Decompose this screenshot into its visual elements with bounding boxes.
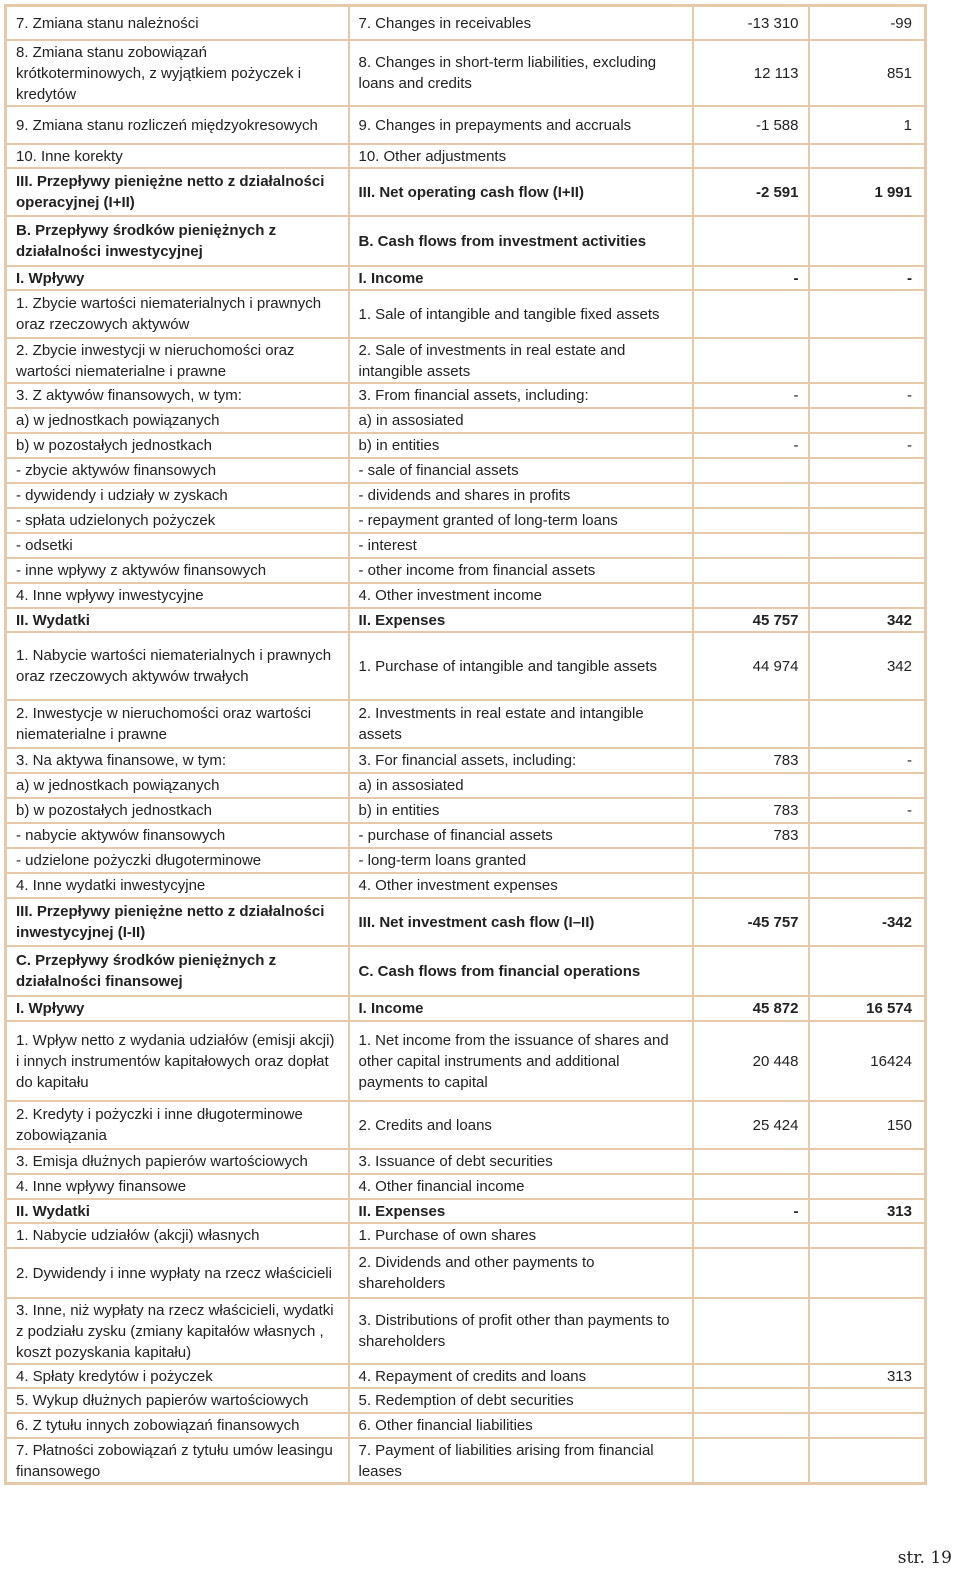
previous-period-value-cell: 16 574 [809,996,926,1021]
previous-period-value-cell [809,700,926,748]
english-label-cell: III. Net operating cash flow (I+II) [349,168,693,216]
current-period-value-cell [693,558,809,583]
polish-label-cell: I. Wpływy [6,266,349,290]
english-label-cell: b) in entities [349,433,693,458]
table-row [6,773,926,798]
current-period-value-cell: 45 757 [693,608,809,632]
previous-period-value-cell [809,216,926,266]
previous-period-value-cell: 150 [809,1101,926,1149]
table-row [6,1021,926,1101]
table-row [6,1174,926,1199]
english-label-cell: 2. Dividends and other payments to shareholders [349,1248,693,1298]
table-row [6,383,926,408]
current-period-value-cell: 783 [693,748,809,773]
polish-label-cell: - inne wpływy z aktywów finansowych [6,558,349,583]
english-label-cell: 2. Investments in real estate and intangible assets [349,700,693,748]
previous-period-value-cell: 851 [809,40,926,106]
current-period-value-cell [693,1388,809,1413]
english-label-cell: 7. Payment of liabilities arising from financial leases [349,1438,693,1484]
table-row [6,748,926,773]
previous-period-value-cell [809,946,926,996]
previous-period-value-cell [809,533,926,558]
table-row [6,1438,926,1484]
polish-label-cell: 5. Wykup dłużnych papierów wartościowych [6,1388,349,1413]
english-label-cell: 1. Net income from the issuance of shares and other capital instruments and additional payments to capital [349,1021,693,1101]
english-label-cell: I. Income [349,996,693,1021]
table-row [6,1149,926,1174]
table-row [6,1248,926,1298]
polish-label-cell: 7. Płatności zobowiązań z tytułu umów leasingu finansowego [6,1438,349,1484]
current-period-value-cell [693,1174,809,1199]
english-label-cell: 2. Credits and loans [349,1101,693,1149]
english-label-cell: 4. Repayment of credits and loans [349,1364,693,1388]
table-row [6,632,926,700]
current-period-value-cell: - [693,383,809,408]
english-label-cell: - other income from financial assets [349,558,693,583]
previous-period-value-cell [809,290,926,338]
previous-period-value-cell [809,1438,926,1484]
previous-period-value-cell [809,583,926,608]
table-row [6,558,926,583]
english-label-cell: a) in assosiated [349,408,693,433]
table-row [6,290,926,338]
table-row [6,1388,926,1413]
english-label-cell: - sale of financial assets [349,458,693,483]
polish-label-cell: 2. Dywidendy i inne wypłaty na rzecz właścicieli [6,1248,349,1298]
previous-period-value-cell [809,458,926,483]
english-label-cell: a) in assosiated [349,773,693,798]
table-row [6,1413,926,1438]
current-period-value-cell: -2 591 [693,168,809,216]
polish-label-cell: - nabycie aktywów finansowych [6,823,349,848]
polish-label-cell: 8. Zmiana stanu zobowiązań krótkoterminowych, z wyjątkiem pożyczek i kredytów [6,40,349,106]
current-period-value-cell [693,1438,809,1484]
current-period-value-cell: 44 974 [693,632,809,700]
current-period-value-cell [693,1149,809,1174]
current-period-value-cell [693,533,809,558]
english-label-cell: 1. Purchase of intangible and tangible assets [349,632,693,700]
polish-label-cell: 2. Kredyty i pożyczki i inne długoterminowe zobowiązania [6,1101,349,1149]
polish-label-cell: b) w pozostałych jednostkach [6,798,349,823]
table-row [6,533,926,558]
polish-label-cell: 7. Zmiana stanu należności [6,6,349,40]
polish-label-cell: - dywidendy i udziały w zyskach [6,483,349,508]
previous-period-value-cell [809,483,926,508]
current-period-value-cell: 20 448 [693,1021,809,1101]
previous-period-value-cell [809,558,926,583]
current-period-value-cell: 783 [693,798,809,823]
previous-period-value-cell [809,144,926,168]
previous-period-value-cell: 342 [809,632,926,700]
polish-label-cell: II. Wydatki [6,1199,349,1223]
current-period-value-cell [693,1298,809,1364]
previous-period-value-cell [809,1248,926,1298]
cash-flow-table [4,4,927,1485]
polish-label-cell: 3. Emisja dłużnych papierów wartościowych [6,1149,349,1174]
english-label-cell: 7. Changes in receivables [349,6,693,40]
previous-period-value-cell [809,773,926,798]
current-period-value-cell: 45 872 [693,996,809,1021]
polish-label-cell: 3. Na aktywa finansowe, w tym: [6,748,349,773]
polish-label-cell: a) w jednostkach powiązanych [6,408,349,433]
current-period-value-cell: - [693,433,809,458]
polish-label-cell: B. Przepływy środków pieniężnych z działalności inwestycyjnej [6,216,349,266]
current-period-value-cell [693,1364,809,1388]
table-row [6,1298,926,1364]
table-row [6,6,926,40]
previous-period-value-cell: 1 991 [809,168,926,216]
english-label-cell: III. Net investment cash flow (I–II) [349,898,693,946]
english-label-cell: I. Income [349,266,693,290]
polish-label-cell: 9. Zmiana stanu rozliczeń międzyokresowych [6,106,349,144]
english-label-cell: 4. Other investment expenses [349,873,693,898]
table-row [6,106,926,144]
english-label-cell: - purchase of financial assets [349,823,693,848]
current-period-value-cell: 25 424 [693,1101,809,1149]
table-row [6,216,926,266]
previous-period-value-cell [809,408,926,433]
table-row [6,608,926,632]
polish-label-cell: 1. Nabycie wartości niematerialnych i prawnych oraz rzeczowych aktywów trwałych [6,632,349,700]
previous-period-value-cell: 16424 [809,1021,926,1101]
english-label-cell: - interest [349,533,693,558]
table-row [6,1199,926,1223]
polish-label-cell: III. Przepływy pieniężne netto z działalności operacyjnej (I+II) [6,168,349,216]
previous-period-value-cell [809,508,926,533]
polish-label-cell: 4. Inne wydatki inwestycyjne [6,873,349,898]
polish-label-cell: b) w pozostałych jednostkach [6,433,349,458]
table-row [6,266,926,290]
table-row [6,1364,926,1388]
previous-period-value-cell [809,823,926,848]
english-label-cell: 3. From financial assets, including: [349,383,693,408]
table-row [6,40,926,106]
current-period-value-cell: 12 113 [693,40,809,106]
previous-period-value-cell: - [809,433,926,458]
previous-period-value-cell: - [809,383,926,408]
polish-label-cell: - odsetki [6,533,349,558]
previous-period-value-cell: - [809,798,926,823]
english-label-cell: 1. Purchase of own shares [349,1223,693,1248]
table-row [6,996,926,1021]
table-row [6,583,926,608]
polish-label-cell: II. Wydatki [6,608,349,632]
table-row [6,433,926,458]
current-period-value-cell [693,144,809,168]
polish-label-cell: 4. Inne wpływy inwestycyjne [6,583,349,608]
current-period-value-cell [693,583,809,608]
previous-period-value-cell: - [809,266,926,290]
table-row [6,848,926,873]
polish-label-cell: 10. Inne korekty [6,144,349,168]
page-number: str. 19 [897,1548,952,1568]
table-row [6,508,926,533]
polish-label-cell: - spłata udzielonych pożyczek [6,508,349,533]
current-period-value-cell [693,216,809,266]
current-period-value-cell [693,700,809,748]
table-row [6,483,926,508]
polish-label-cell: 1. Wpływ netto z wydania udziałów (emisji akcji) i innych instrumentów kapitałowych oraz dopłat do kapitału [6,1021,349,1101]
previous-period-value-cell: 313 [809,1199,926,1223]
english-label-cell: b) in entities [349,798,693,823]
current-period-value-cell [693,508,809,533]
english-label-cell: 1. Sale of intangible and tangible fixed assets [349,290,693,338]
english-label-cell: 2. Sale of investments in real estate and intangible assets [349,338,693,383]
table-row [6,458,926,483]
english-label-cell: 6. Other financial liabilities [349,1413,693,1438]
polish-label-cell: - zbycie aktywów finansowych [6,458,349,483]
english-label-cell: - long-term loans granted [349,848,693,873]
table-row [6,873,926,898]
table-row [6,1101,926,1149]
polish-label-cell: 6. Z tytułu innych zobowiązań finansowych [6,1413,349,1438]
polish-label-cell: III. Przepływy pieniężne netto z działalności inwestycyjnej (I-II) [6,898,349,946]
polish-label-cell: - udzielone pożyczki długoterminowe [6,848,349,873]
polish-label-cell: 3. Z aktywów finansowych, w tym: [6,383,349,408]
polish-label-cell: C. Przepływy środków pieniężnych z działalności finansowej [6,946,349,996]
previous-period-value-cell [809,873,926,898]
previous-period-value-cell: - [809,748,926,773]
current-period-value-cell [693,408,809,433]
current-period-value-cell [693,946,809,996]
current-period-value-cell [693,1248,809,1298]
previous-period-value-cell [809,848,926,873]
current-period-value-cell [693,483,809,508]
polish-label-cell: 1. Zbycie wartości niematerialnych i prawnych oraz rzeczowych aktywów [6,290,349,338]
english-label-cell: - dividends and shares in profits [349,483,693,508]
english-label-cell: II. Expenses [349,1199,693,1223]
polish-label-cell: a) w jednostkach powiązanych [6,773,349,798]
current-period-value-cell [693,338,809,383]
table-row [6,798,926,823]
cash-flow-table-body [6,6,926,1484]
current-period-value-cell [693,873,809,898]
previous-period-value-cell [809,338,926,383]
previous-period-value-cell: -342 [809,898,926,946]
current-period-value-cell [693,773,809,798]
table-row [6,700,926,748]
previous-period-value-cell: 313 [809,1364,926,1388]
english-label-cell: C. Cash flows from financial operations [349,946,693,996]
polish-label-cell: 2. Inwestycje w nieruchomości oraz wartości niematerialne i prawne [6,700,349,748]
previous-period-value-cell [809,1149,926,1174]
polish-label-cell: 4. Inne wpływy finansowe [6,1174,349,1199]
english-label-cell: 3. Issuance of debt securities [349,1149,693,1174]
previous-period-value-cell [809,1388,926,1413]
english-label-cell: - repayment granted of long-term loans [349,508,693,533]
previous-period-value-cell: 342 [809,608,926,632]
polish-label-cell: 2. Zbycie inwestycji w nieruchomości oraz wartości niematerialne i prawne [6,338,349,383]
english-label-cell: 3. For financial assets, including: [349,748,693,773]
current-period-value-cell: -45 757 [693,898,809,946]
current-period-value-cell [693,1223,809,1248]
previous-period-value-cell: -99 [809,6,926,40]
current-period-value-cell [693,290,809,338]
current-period-value-cell: -13 310 [693,6,809,40]
current-period-value-cell: 783 [693,823,809,848]
table-row [6,823,926,848]
current-period-value-cell: - [693,266,809,290]
previous-period-value-cell [809,1298,926,1364]
table-row [6,1223,926,1248]
polish-label-cell: I. Wpływy [6,996,349,1021]
previous-period-value-cell: 1 [809,106,926,144]
table-row [6,168,926,216]
polish-label-cell: 1. Nabycie udziałów (akcji) własnych [6,1223,349,1248]
previous-period-value-cell [809,1223,926,1248]
previous-period-value-cell [809,1174,926,1199]
current-period-value-cell [693,458,809,483]
current-period-value-cell: - [693,1199,809,1223]
english-label-cell: B. Cash flows from investment activities [349,216,693,266]
english-label-cell: 5. Redemption of debt securities [349,1388,693,1413]
table-row [6,408,926,433]
table-row [6,144,926,168]
english-label-cell: 10. Other adjustments [349,144,693,168]
english-label-cell: II. Expenses [349,608,693,632]
current-period-value-cell [693,1413,809,1438]
table-row [6,338,926,383]
english-label-cell: 8. Changes in short-term liabilities, excluding loans and credits [349,40,693,106]
english-label-cell: 9. Changes in prepayments and accruals [349,106,693,144]
polish-label-cell: 4. Spłaty kredytów i pożyczek [6,1364,349,1388]
english-label-cell: 4. Other financial income [349,1174,693,1199]
current-period-value-cell [693,848,809,873]
english-label-cell: 4. Other investment income [349,583,693,608]
table-row [6,946,926,996]
current-period-value-cell: -1 588 [693,106,809,144]
english-label-cell: 3. Distributions of profit other than payments to shareholders [349,1298,693,1364]
previous-period-value-cell [809,1413,926,1438]
table-row [6,898,926,946]
polish-label-cell: 3. Inne, niż wypłaty na rzecz właścicieli, wydatki z podziału zysku (zmiany kapitałów własnych , koszt pozyskania kapitału) [6,1298,349,1364]
